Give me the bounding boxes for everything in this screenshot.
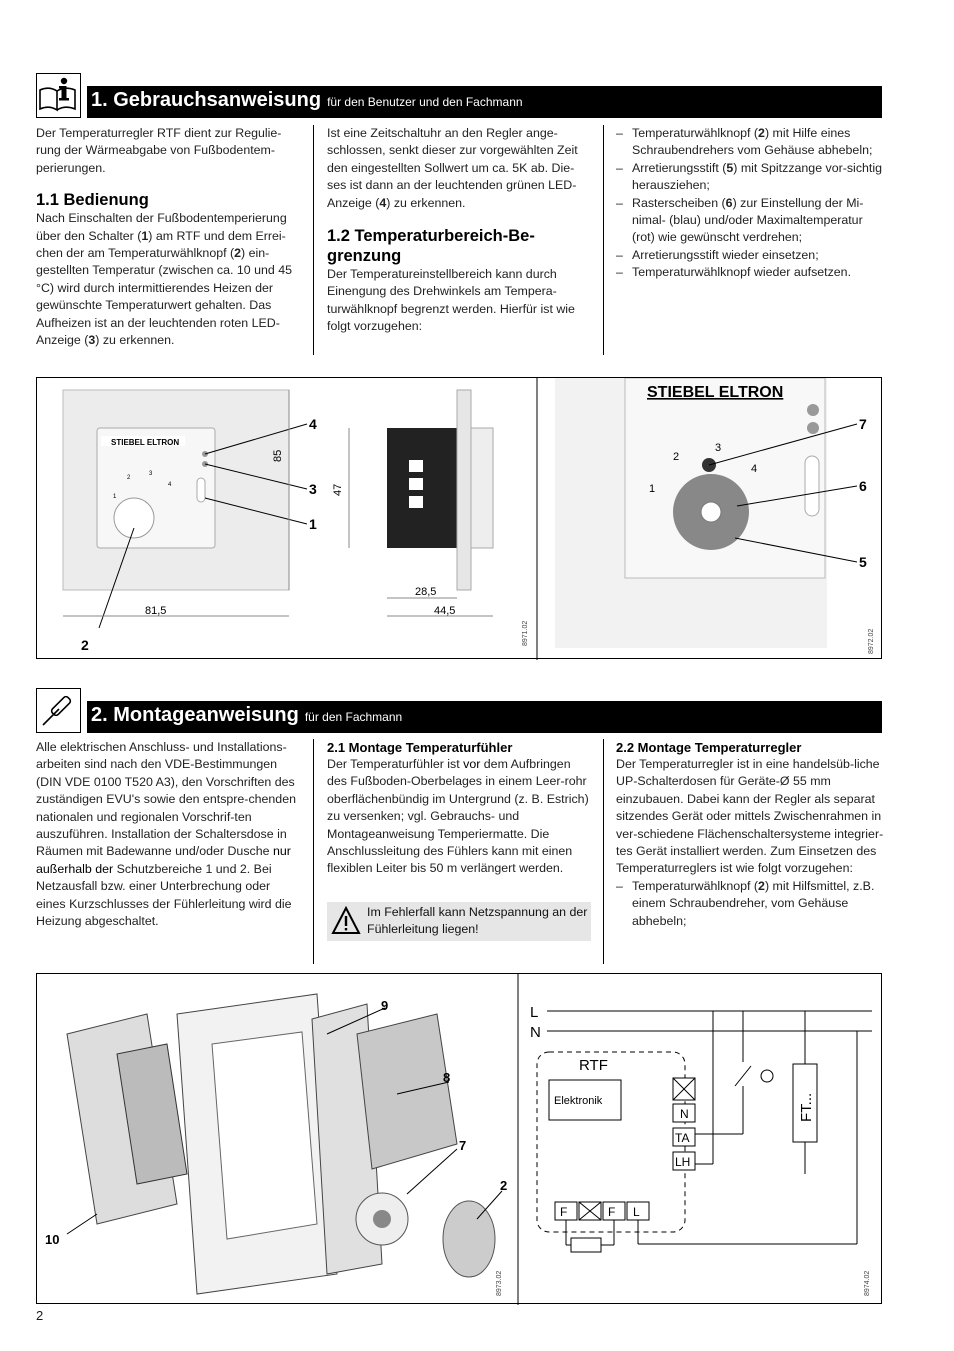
svg-text:4: 4 — [168, 482, 172, 488]
svg-text:F: F — [608, 1205, 616, 1219]
intro-paragraph: Der Temperaturregler RTF dient zur Regulie-rung der Wärmeabgabe von Fußbodentem-perierungen. — [36, 126, 282, 175]
svg-text:LH: LH — [675, 1155, 691, 1169]
section-2-column-1 — [36, 739, 301, 930]
svg-text:2: 2 — [673, 451, 680, 463]
section-1-title: 1. Gebrauchsanweisung — [91, 89, 322, 111]
screwdriver-icon — [36, 688, 81, 733]
callout-3: 3 — [309, 481, 317, 497]
section-1-column-2 — [327, 125, 592, 336]
regler-paragraph: Der Temperaturregler ist in eine handelsüb-liche UP-Schalterdosen für Geräte-Ø 55 mm einzubauen. Dabei kann der Regler als separat sitzendes Gerät oder mittels Zwischenrahmen in ver-schiedene Flächenschaltersysteme integrier-tes Gerät installiert werden. Zum Einsetzen des Temperaturreglers ist wie folgt vorzugehen: — [616, 757, 884, 876]
fuehler-paragraph: Der Temperaturfühler ist vor dem Aufbringen des Fußboden-Oberbelages in einem Leer-rohr oberflächenbündig im Untergrund (z. B. Estrich) zu versenken; vgl. Gebrauchs- und Montageanweisung Temperiermatte. Die Anschlussleitung des Fühlers kann mit einen flexiblen Leiter bis 50 m verlängert werden. — [327, 757, 589, 876]
user-manual-icon — [36, 73, 81, 118]
warning-box — [327, 902, 591, 941]
warning-text: Im Fehlerfall kann Netzspannung an der Fühlerleitung liegen! — [367, 905, 588, 936]
section-1-title-bar — [87, 86, 882, 118]
dimension-81-5: 81,5 — [145, 605, 167, 617]
list-item: – Arretierungsstift wieder einsetzen; — [616, 247, 819, 262]
callout-1: 1 — [309, 516, 317, 532]
column-divider — [313, 125, 314, 355]
elektronik-label: Elektronik — [554, 1095, 603, 1107]
svg-text:1: 1 — [649, 483, 656, 495]
figure-2 — [36, 973, 882, 1304]
heading-montage-fuehler: 2.1 Montage Temperaturfühler — [327, 740, 513, 755]
line-N: N — [530, 1024, 541, 1041]
list-item: – Temperaturwählknopf wieder aufsetzen. — [616, 265, 852, 280]
callout-10: 10 — [45, 1232, 60, 1247]
brand-small: STIEBEL ELTRON — [111, 438, 180, 447]
section-2-column-2 — [327, 739, 592, 878]
svg-text:L: L — [633, 1205, 640, 1219]
svg-text:2: 2 — [127, 475, 131, 481]
temperaturbereich-paragraph: Der Temperatureinstellbereich kann durch Einengung des Drehwinkels am Tempera-turwählknopf begrenzt werden. Hierfür ist wie folgt vorzugehen: — [327, 267, 575, 334]
figure-code: 8973.02 — [496, 1270, 503, 1296]
figure-code: 8972.02 — [868, 628, 875, 654]
svg-text:3: 3 — [149, 471, 153, 477]
figure-code: 8971.02 — [522, 620, 529, 646]
list-item: – Temperaturwählknopf (2) mit Hilfe eines Schraubendrehers vom Gehäuse abhebeln; — [616, 126, 873, 158]
section-2-column-3 — [616, 739, 884, 930]
list-item: – Arretierungsstift (5) mit Spitzzange vor-sichtig herausziehen; — [616, 160, 882, 193]
dimension-47: 47 — [332, 483, 344, 496]
svg-text:F: F — [560, 1205, 568, 1219]
page-number: 2 — [36, 1308, 44, 1323]
column-divider — [313, 739, 314, 964]
svg-text:N: N — [680, 1107, 689, 1121]
section-1-column-3 — [616, 125, 884, 282]
callout-9: 9 — [381, 998, 389, 1013]
warning-icon — [331, 906, 361, 936]
heading-temperaturbereich: 1.2 Temperaturbereich-Be- grenzung — [327, 227, 535, 266]
ft-label: FT... — [798, 1092, 815, 1122]
heading-bedienung: 1.1 Bedienung — [36, 191, 149, 210]
section-2-title: 2. Montageanweisung — [91, 704, 299, 726]
list-item: – Rasterscheiben (6) zur Einstellung der Mi-nimal- (blau) und/oder Maximaltemperatur (rot) wie gewünscht verdrehen; — [616, 195, 864, 245]
callout-8: 8 — [443, 1070, 451, 1085]
bedienung-paragraph: Nach Einschalten der Fußbodentemperierung über den Schalter (1) am RTF und dem Errei-chen der am Temperaturwählknopf (2) ein-gestellten Temperatur (zwischen ca. 10 und 45 °C) wird durch intermittierendes Heizen der gewünschte Temperaturwert gehalten. Das Aufheizen ist an der leuchtenden roten LED-Anzeige (3) zu erkennen. — [36, 211, 292, 348]
callout-2: 2 — [500, 1178, 508, 1193]
figure-1-drawing — [37, 378, 883, 660]
line-L: L — [530, 1004, 539, 1021]
column-divider — [603, 739, 604, 964]
callout-7: 7 — [459, 1138, 467, 1153]
callout-6: 6 — [859, 478, 867, 494]
section-2-subtitle: für den Fachmann — [304, 710, 403, 724]
rtf-label: RTF — [579, 1057, 608, 1074]
brand-large: STIEBEL ELTRON — [647, 384, 784, 401]
dimension-44-5: 44,5 — [434, 605, 456, 617]
dimension-28-5: 28,5 — [415, 586, 437, 598]
callout-2: 2 — [81, 637, 89, 653]
figure-2-drawing — [37, 974, 883, 1305]
column-divider — [603, 125, 604, 355]
figure-code: 8974.02 — [864, 1270, 871, 1296]
callout-4: 4 — [309, 416, 317, 432]
section-1-column-1 — [36, 125, 301, 349]
timer-paragraph: Ist eine Zeitschaltuhr an den Regler ange-schlossen, senkt dieser zur vorgewählten Zeit den eingestellten Sollwert um ca. 5K ab. Die-ses ist dann an der leuchtenden grünen LED-Anzeige (4) zu erkennen. — [327, 126, 578, 210]
list-item: – Temperaturwählknopf (2) mit Hilfsmittel, z.B. einem Schraubendreher, vom Gehäuse abhebeln; — [616, 878, 875, 928]
figure-1 — [36, 377, 882, 659]
svg-text:3: 3 — [715, 442, 722, 454]
heading-montage-regler: 2.2 Montage Temperaturregler — [616, 740, 802, 755]
svg-text:4: 4 — [751, 463, 758, 475]
callout-7: 7 — [859, 416, 867, 432]
section-1-subtitle: für den Benutzer und den Fachmann — [327, 95, 523, 109]
section-2-title-bar — [87, 701, 882, 733]
svg-text:1: 1 — [113, 494, 117, 500]
callout-5: 5 — [859, 554, 867, 570]
svg-text:TA: TA — [675, 1131, 690, 1145]
dimension-85: 85 — [272, 449, 284, 462]
installation-paragraph: Alle elektrischen Anschluss- und Installations-arbeiten sind nach den VDE-Bestimmungen (DIN VDE 0100 T520 A3), den Vorschriften des zuständigen EVU's sowie den entspre-chenden nationalen und regionalen Vorschrif-ten auszuführen. Installation der Schaltersdose in Räumen mit Badewanne und/oder Dusche nur außerhalb der Schutzbereiche 1 und 2. Bei Netzausfall bzw. einer Unterbrechung oder eines Kurzschlusses der Fühlerleitung wird die Heizung abgeschaltet. — [36, 740, 296, 929]
